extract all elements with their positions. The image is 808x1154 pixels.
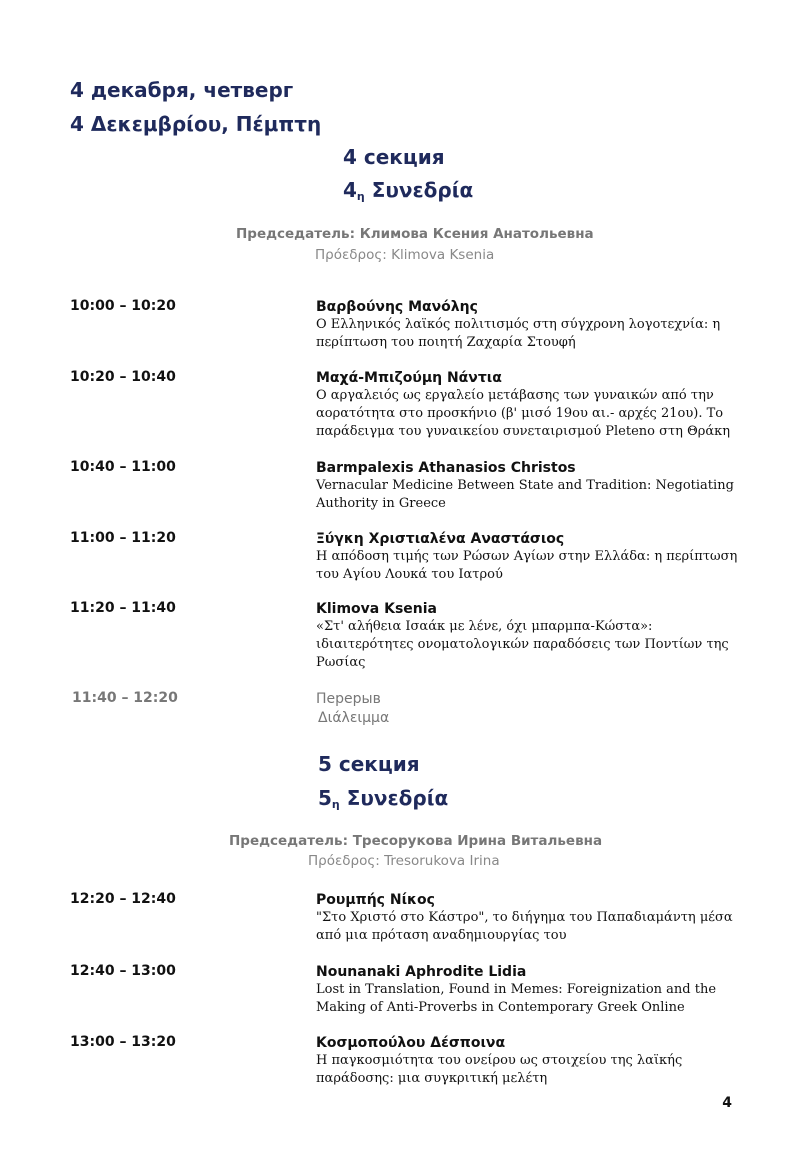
section-4-heading-ru: 4 секция — [343, 145, 445, 169]
talk-title: Η απόδοση τιμής των Ρώσων Αγίων στην Ελλάδα: η περίπτωση του Αγίου Λουκά του Ιατρού — [316, 549, 738, 582]
talk-speaker: Barmpalexis Athanasios Christos — [316, 460, 576, 476]
talk-time: 13:00 – 13:20 — [70, 1034, 176, 1050]
talk-entry — [316, 298, 746, 352]
talk-speaker: Nounanaki Aphrodite Lidia — [316, 964, 527, 980]
talk-speaker: Βαρβούνης Μανόλης — [316, 299, 478, 315]
talk-title: Η παγκοσμιότητα του ονείρου ως στοιχείου της λαϊκής παράδοσης: μια συγκριτική μελέτη — [316, 1053, 683, 1086]
section-4-chair-ru: Председатель: Климова Ксения Анатольевна — [236, 226, 594, 242]
talk-speaker: Klimova Ksenia — [316, 601, 437, 617]
talk-time: 12:40 – 13:00 — [70, 963, 176, 979]
talk-title: Vernacular Medicine Between State and Tradition: Negotiating Authority in Greece — [316, 478, 734, 511]
talk-title: Lost in Translation, Found in Memes: Foreignization and the Making of Anti-Proverbs in Contemporary Greek Online — [316, 982, 717, 1015]
talk-entry — [316, 459, 746, 513]
talk-entry — [316, 891, 746, 945]
break-label-gr: Διάλειμμα — [318, 710, 390, 726]
talk-speaker: Ρουμπής Νίκος — [316, 892, 435, 908]
talk-entry — [316, 1034, 746, 1088]
page-number: 4 — [722, 1095, 732, 1111]
talk-time: 11:20 – 11:40 — [70, 600, 176, 616]
section-5-chair-gr: Πρόεδρος: Tresorukova Irina — [308, 853, 500, 869]
talk-entry — [316, 600, 746, 672]
break-time: 11:40 – 12:20 — [72, 690, 178, 706]
break-label-ru: Перерыв — [316, 691, 381, 707]
talk-speaker: Ξύγκη Χριστιαλένα Αναστάσιος — [316, 531, 565, 547]
talk-time: 12:20 – 12:40 — [70, 891, 176, 907]
section-4-heading-gr: $4_\eta$ Συνεδρία — [343, 178, 474, 203]
day-heading-gr: 4 Δεκεμβρίου, Πέμπτη — [70, 112, 322, 136]
section-4-chair-gr: Πρόεδρος: Klimova Ksenia — [315, 247, 495, 263]
talk-speaker: Κοσμοπούλου Δέσποινα — [316, 1035, 506, 1051]
talk-time: 10:20 – 10:40 — [70, 369, 176, 385]
talk-speaker: Μαχά-Μπιζούμη Νάντια — [316, 370, 502, 386]
talk-title: Ο Ελληνικός λαϊκός πολιτισμός στη σύγχρονη λογοτεχνία: η περίπτωση του ποιητή Ζαχαρία Στουφή — [316, 317, 721, 350]
talk-time: 10:40 – 11:00 — [70, 459, 176, 475]
talk-title: «Στ' αλήθεια Ισαάκ με λένε, όχι μπαρμπα-Κώστα»: ιδιαιτερότητες ονοματολογικών παραδόσεις των Ποντίων της Ρωσίας — [316, 619, 729, 670]
talk-time: 10:00 – 10:20 — [70, 298, 176, 314]
section-5-heading-gr: $5_\eta$ Συνεδρία — [318, 786, 449, 811]
talk-entry — [316, 530, 746, 584]
section-5-heading-ru: 5 секция — [318, 752, 420, 776]
talk-entry — [316, 369, 746, 441]
talk-time: 11:00 – 11:20 — [70, 530, 176, 546]
talk-title: Ο αργαλειός ως εργαλείο μετάβασης των γυναικών από την αορατότητα στο προσκήνιο (β' μισό 19ου αι.- αρχές 21ου). Το παράδειγμα του γυναικείου συνεταιρισμού Pleteno στη Θράκη — [316, 388, 731, 439]
day-heading-ru: 4 декабря, четверг — [70, 78, 294, 102]
section-5-chair-ru: Председатель: Тресорукова Ирина Витальевна — [229, 833, 603, 849]
talk-title: "Στο Χριστό στο Κάστρο", το διήγημα του Παπαδιαμάντη μέσα από μια πρόταση αναδημιουργίας του — [316, 910, 733, 943]
talk-entry — [316, 963, 746, 1017]
